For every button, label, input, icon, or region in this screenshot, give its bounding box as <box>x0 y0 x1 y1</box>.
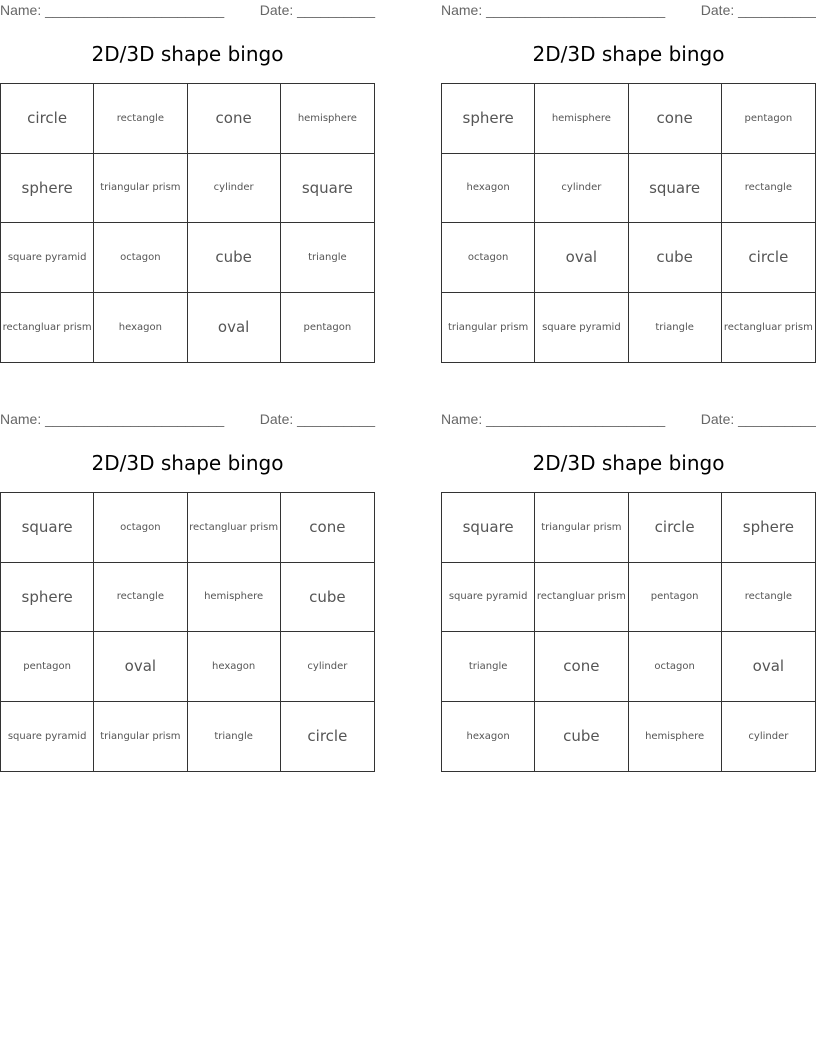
bingo-cell: triangular prism <box>442 293 535 363</box>
card-title: 2D/3D shape bingo <box>91 42 284 66</box>
bingo-card-1 <box>0 0 375 365</box>
bingo-cell: rectangluar prism <box>723 321 813 333</box>
card-title: 2D/3D shape bingo <box>532 42 725 66</box>
bingo-cell: oval <box>722 632 815 702</box>
bingo-cell: square pyramid <box>1 223 94 293</box>
bingo-cell: triangle <box>188 702 281 772</box>
date-field-label: Date: __________ <box>259 2 375 18</box>
bingo-cell: octagon <box>94 223 187 293</box>
bingo-cell: octagon <box>442 223 535 293</box>
bingo-card-3 <box>0 409 375 774</box>
bingo-cell: cube <box>629 223 722 293</box>
bingo-cell: hemisphere <box>535 84 628 154</box>
bingo-cell: oval <box>188 293 281 363</box>
card-title: 2D/3D shape bingo <box>532 451 725 475</box>
bingo-cell: sphere <box>442 84 535 154</box>
bingo-cell: triangular prism <box>535 493 628 563</box>
bingo-cell: hemisphere <box>188 563 281 633</box>
card-header <box>0 411 375 429</box>
bingo-cell: circle <box>722 223 815 293</box>
bingo-cell: rectangle <box>94 84 187 154</box>
bingo-cell: cylinder <box>535 154 628 224</box>
bingo-grid <box>0 83 375 363</box>
bingo-cell: cone <box>535 632 628 702</box>
bingo-cell: cone <box>629 84 722 154</box>
bingo-cell: hemisphere <box>281 84 374 154</box>
bingo-cell: pentagon <box>722 84 815 154</box>
bingo-cell: hexagon <box>94 293 187 363</box>
bingo-cell: oval <box>535 223 628 293</box>
bingo-grid <box>441 83 816 363</box>
bingo-cell: cylinder <box>748 730 789 742</box>
bingo-cell: circle <box>1 84 94 154</box>
bingo-cell: pentagon <box>303 321 352 333</box>
bingo-cell: octagon <box>94 493 187 563</box>
name-field-label: Name: _______________________ <box>441 411 666 427</box>
bingo-cell: hexagon <box>442 702 535 772</box>
bingo-cell: cube <box>281 563 374 633</box>
bingo-cell: triangle <box>629 293 722 363</box>
bingo-grid <box>441 492 816 772</box>
bingo-cell: rectangluar prism <box>535 563 628 633</box>
card-header <box>0 2 375 20</box>
date-field-label: Date: __________ <box>700 411 816 427</box>
bingo-cell: oval <box>94 632 187 702</box>
name-field-label: Name: _______________________ <box>441 2 666 18</box>
bingo-cell: square <box>1 493 94 563</box>
bingo-cell: cylinder <box>188 154 281 224</box>
bingo-cell: hemisphere <box>629 702 722 772</box>
bingo-cell: cone <box>281 493 374 563</box>
bingo-cell: cylinder <box>281 632 374 702</box>
bingo-cell: hexagon <box>442 154 535 224</box>
bingo-cell: rectangluar prism <box>188 493 281 563</box>
bingo-cell: triangle <box>281 223 374 293</box>
bingo-cell: hexagon <box>188 632 281 702</box>
bingo-cell: circle <box>307 727 348 746</box>
bingo-cell: triangle <box>442 632 535 702</box>
bingo-cell: pentagon <box>1 632 94 702</box>
bingo-cell: rectangle <box>94 563 187 633</box>
bingo-cell: rectangluar prism <box>1 293 94 363</box>
bingo-cell: sphere <box>1 154 94 224</box>
card-title: 2D/3D shape bingo <box>91 451 284 475</box>
date-field-label: Date: __________ <box>700 2 816 18</box>
bingo-cell: circle <box>629 493 722 563</box>
name-field-label: Name: _______________________ <box>0 411 225 427</box>
bingo-cell: sphere <box>1 563 94 633</box>
bingo-cell: square <box>281 154 374 224</box>
bingo-cell: cube <box>188 223 281 293</box>
bingo-cell: square <box>629 154 722 224</box>
card-header <box>441 411 816 429</box>
bingo-cell: cone <box>188 84 281 154</box>
bingo-cell: square pyramid <box>535 293 628 363</box>
bingo-card-4 <box>441 409 816 774</box>
bingo-cell: rectangle <box>722 563 815 633</box>
bingo-cell: triangular prism <box>94 154 187 224</box>
bingo-cell: rectangle <box>722 154 815 224</box>
bingo-cell: pentagon <box>629 563 722 633</box>
name-field-label: Name: _______________________ <box>0 2 225 18</box>
bingo-cell: square pyramid <box>442 563 535 633</box>
bingo-cell: sphere <box>722 493 815 563</box>
bingo-cell: square pyramid <box>1 702 94 772</box>
bingo-cell: triangular prism <box>94 702 187 772</box>
bingo-grid <box>0 492 375 772</box>
bingo-cell: octagon <box>629 632 722 702</box>
card-header <box>441 2 816 20</box>
bingo-cell: square <box>442 493 535 563</box>
bingo-cell: cube <box>535 702 628 772</box>
bingo-card-2 <box>441 0 816 365</box>
date-field-label: Date: __________ <box>259 411 375 427</box>
